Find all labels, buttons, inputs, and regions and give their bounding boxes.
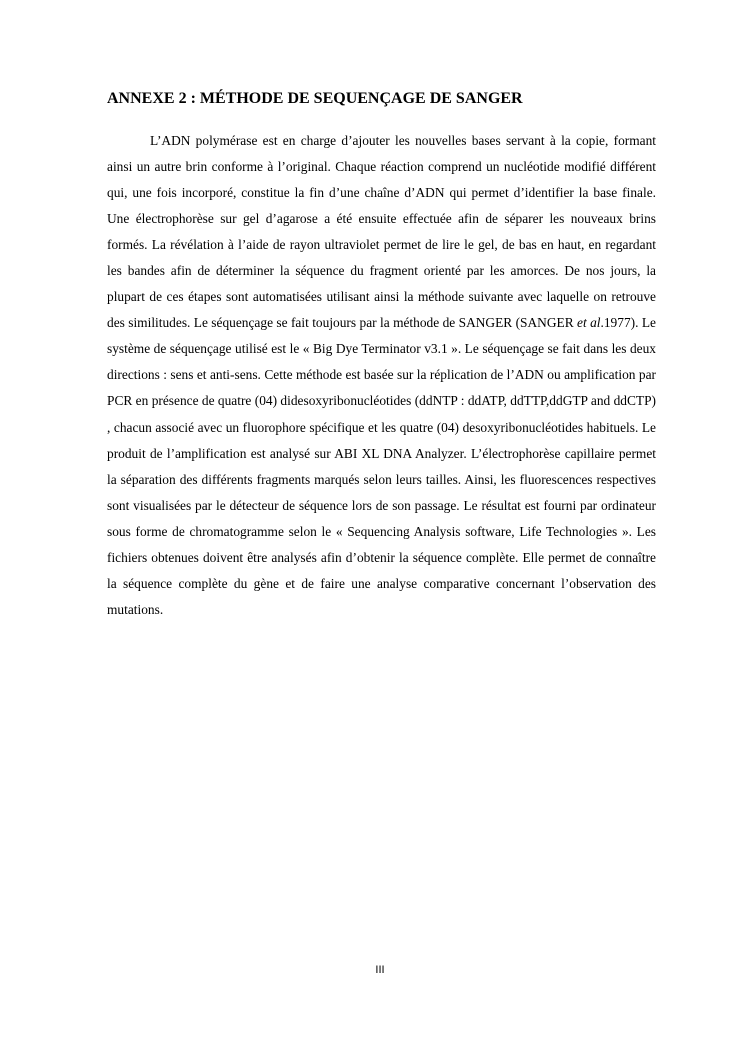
page-number: III	[375, 964, 385, 976]
paragraph-text-part-2: .1977). Le système de séquençage utilisé est le « Big Dye Terminator v3.1 ». Le séquençage se fait dans les deux directions : sens et anti-sens. Cette méthode est basée sur la réplication de l’ADN ou amplification par PCR en présence de quatre (04) didesoxyribonucléotides (ddNTP : ddATP, ddTTP,ddGTP and ddCTP) , chacun associé avec un fluorophore spécifique et les quatre (04) desoxyribonucléotides habituels. Le produit de l’amplification est analysé sur ABI XL DNA Analyzer. L’électrophorèse capillaire permet la séparation des différents fragments marqués selon leurs tailles. Ainsi, les fluorescences respectives sont visualisées par le détecteur de séquence lors de son passage. Le résultat est fourni par ordinateur sous forme de chromatogramme selon le « Sequencing Analysis software, Life Technologies ». Les fichiers obtenues doivent être analysés afin d’obtenir la séquence complète. Elle permet de connaître la séquence complète du gène et de faire une analyse comparative concernant l’observation des mutations.	[107, 315, 656, 617]
paragraph-text-italic-et-al: et al	[577, 315, 601, 331]
annex-heading: ANNEXE 2 : MÉTHODE DE SEQUENÇAGE DE SANGER	[107, 90, 523, 107]
sanger-method-paragraph	[107, 128, 656, 623]
paragraph-text-part-1: L’ADN polymérase est en charge d’ajouter les nouvelles bases servant à la copie, formant ainsi un autre brin conforme à l’original. Chaque réaction comprend un nucléotide modifié différent qui, une fois incorporé, constitue la fin d’une chaîne d’ADN qui permet d’identifier la base finale. Une électrophorèse sur gel d’agarose a été ensuite effectuée afin de séparer les nouveaux brins formés. La révélation à l’aide de rayon ultraviolet permet de lire le gel, de bas en haut, en regardant les bandes afin de déterminer la séquence du fragment orienté par les amorces. De nos jours, la plupart de ces étapes sont automatisées utilisant ainsi la méthode suivante avec laquelle on retrouve des similitudes. Le séquençage se fait toujours par la méthode de SANGER (SANGER	[107, 133, 656, 331]
